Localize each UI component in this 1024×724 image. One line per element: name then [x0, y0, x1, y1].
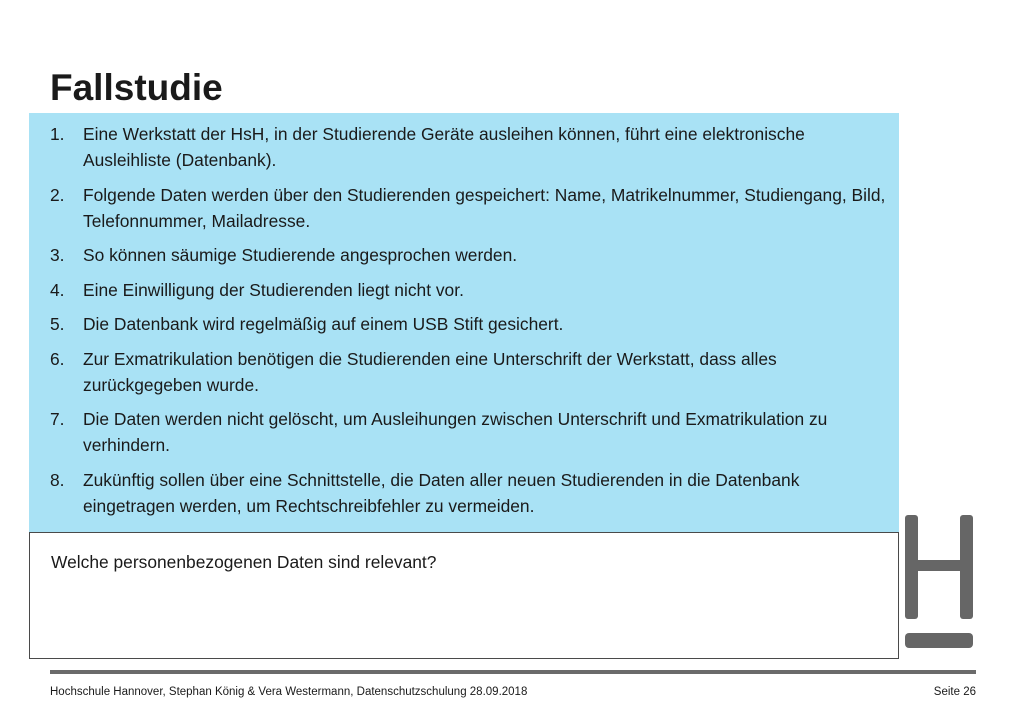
list-item [50, 406, 895, 458]
list-item-number: 7. [50, 409, 65, 429]
list-item-number: 2. [50, 184, 65, 205]
list-item [50, 467, 895, 519]
list-item [50, 121, 895, 173]
list-item-text: Eine Einwilligung der Studierenden liegt nicht vor. [83, 279, 464, 300]
list-item-text: Zur Exmatrikulation benötigen die Studierenden eine Unterschrift der Werkstatt, dass alles zurückgegeben wurde. [83, 348, 777, 395]
list-item-number: 6. [50, 348, 65, 369]
case-study-list [50, 121, 895, 527]
list-item [50, 311, 895, 337]
case-study-box [29, 113, 899, 532]
list-item-text: Die Daten werden nicht gelöscht, um Ausleihungen zwischen Unterschrift und Exmatrikulation zu verhindern. [83, 409, 828, 455]
list-item-text: Folgende Daten werden über den Studierenden gespeichert: Name, Matrikelnummer, Studiengang, Bild, Telefonnummer, Mailadresse. [83, 184, 886, 231]
page-title: Fallstudie [50, 67, 223, 108]
page-number: Seite 26 [933, 686, 976, 698]
logo-crossbar [905, 560, 973, 571]
logo-underline [905, 633, 973, 648]
list-item-number: 4. [50, 279, 65, 300]
hsh-logo-icon [902, 513, 976, 653]
list-item-number: 5. [50, 314, 65, 334]
list-item-text: Zukünftig sollen über eine Schnittstelle, die Daten aller neuen Studierenden in die Datenbank eingetragen werden, um Rechtschreibfehler zu vermeiden. [83, 469, 800, 516]
list-item [50, 346, 895, 398]
footer-credits: Hochschule Hannover, Stephan König & Vera Westermann, Datenschutzschulung 28.09.2018 [50, 686, 528, 698]
list-item-text: Die Datenbank wird regelmäßig auf einem USB Stift gesichert. [83, 314, 564, 334]
list-item-number: 8. [50, 469, 65, 490]
list-item [50, 242, 895, 268]
question-box [29, 532, 899, 659]
list-item [50, 277, 895, 303]
list-item-text: So können säumige Studierende angesprochen werden. [83, 245, 518, 265]
list-item [50, 182, 895, 234]
list-item-text: Eine Werkstatt der HsH, in der Studierende Geräte ausleihen können, führt eine elektronische Ausleihliste (Datenbank). [83, 124, 805, 170]
list-item-number: 1. [50, 124, 65, 144]
list-item-number: 3. [50, 245, 65, 265]
footer-divider [50, 670, 976, 674]
question-text: Welche personenbezogenen Daten sind relevant? [51, 552, 437, 572]
